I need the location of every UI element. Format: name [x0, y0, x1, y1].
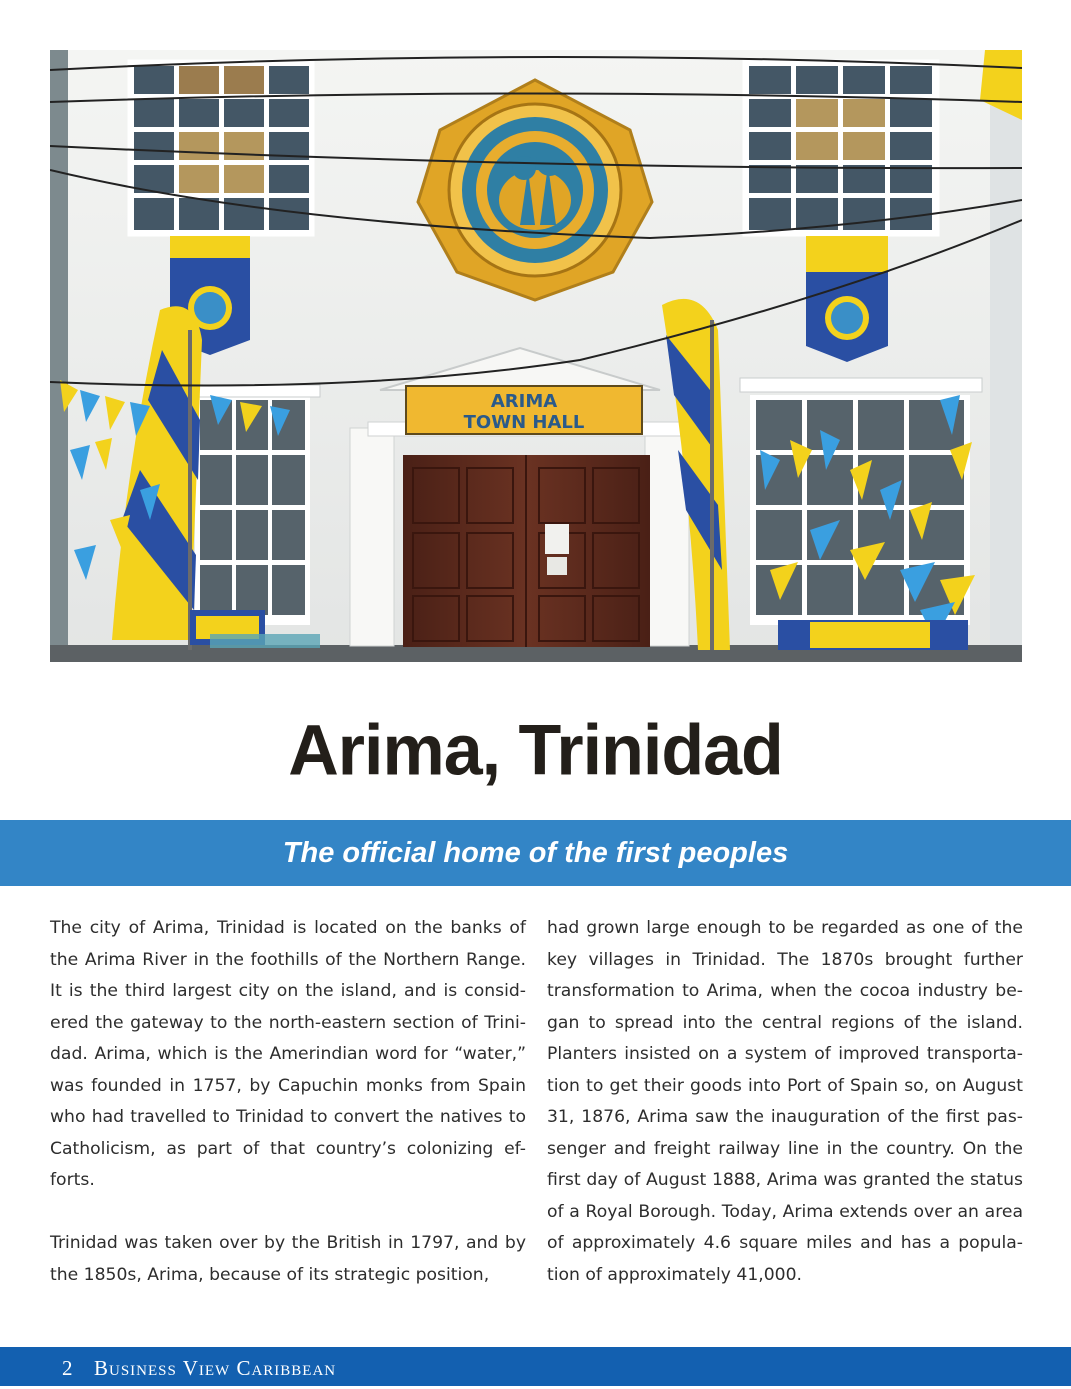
- page-number: 2: [62, 1356, 73, 1380]
- page-footer: [0, 1347, 1071, 1386]
- paragraph: Trinidad was taken over by the British in 1797, and by the 1850s, Arima, because of its strategic position,: [50, 1233, 526, 1285]
- sign-line-2: TOWN HALL: [463, 412, 585, 433]
- sign-line-1: ARIMA: [490, 391, 558, 412]
- paragraph: had grown large enough to be regarded as one of the key villages in Trinidad. The 1870s brought further transformation to Arima, when the cocoa industry be-gan to spread into the central regions of the island. Planters insisted on a system of improved transporta-tion to get their goods into Port of Spain so, on August 31, 1876, Arima saw the inauguration of the first pas-senger and freight railway line in the country. On the first day of August 1888, Arima was granted the status of a Royal Borough. Today, Arima extends over an area of approximately 4.6 square miles and has a popula-tion of approximately 41,000.: [547, 918, 1023, 1285]
- subtitle-band: [0, 820, 1071, 886]
- paragraph: The city of Arima, Trinidad is located on the banks of the Arima River in the foothills of the Northern Range. It is the third largest city on the island, and is consid-ered the gateway to the north-eastern section of Trini-dad. Arima, which is the Amerindian word for “water,” was founded in 1757, by Capuchin monks from Spain who had travelled to Trinidad to convert the natives to Catholicism, as part of that country’s colonizing ef-forts.: [50, 918, 526, 1190]
- article-title: Arima, Trinidad: [288, 710, 783, 790]
- arima-town-hall-photo: [50, 50, 1022, 662]
- body-column-right: [547, 913, 1023, 1291]
- publication-name: Business View Caribbean: [94, 1356, 337, 1380]
- body-column-left: [50, 913, 526, 1291]
- article-subtitle: The official home of the first peoples: [282, 837, 789, 869]
- hanging-banner-right: [806, 236, 888, 362]
